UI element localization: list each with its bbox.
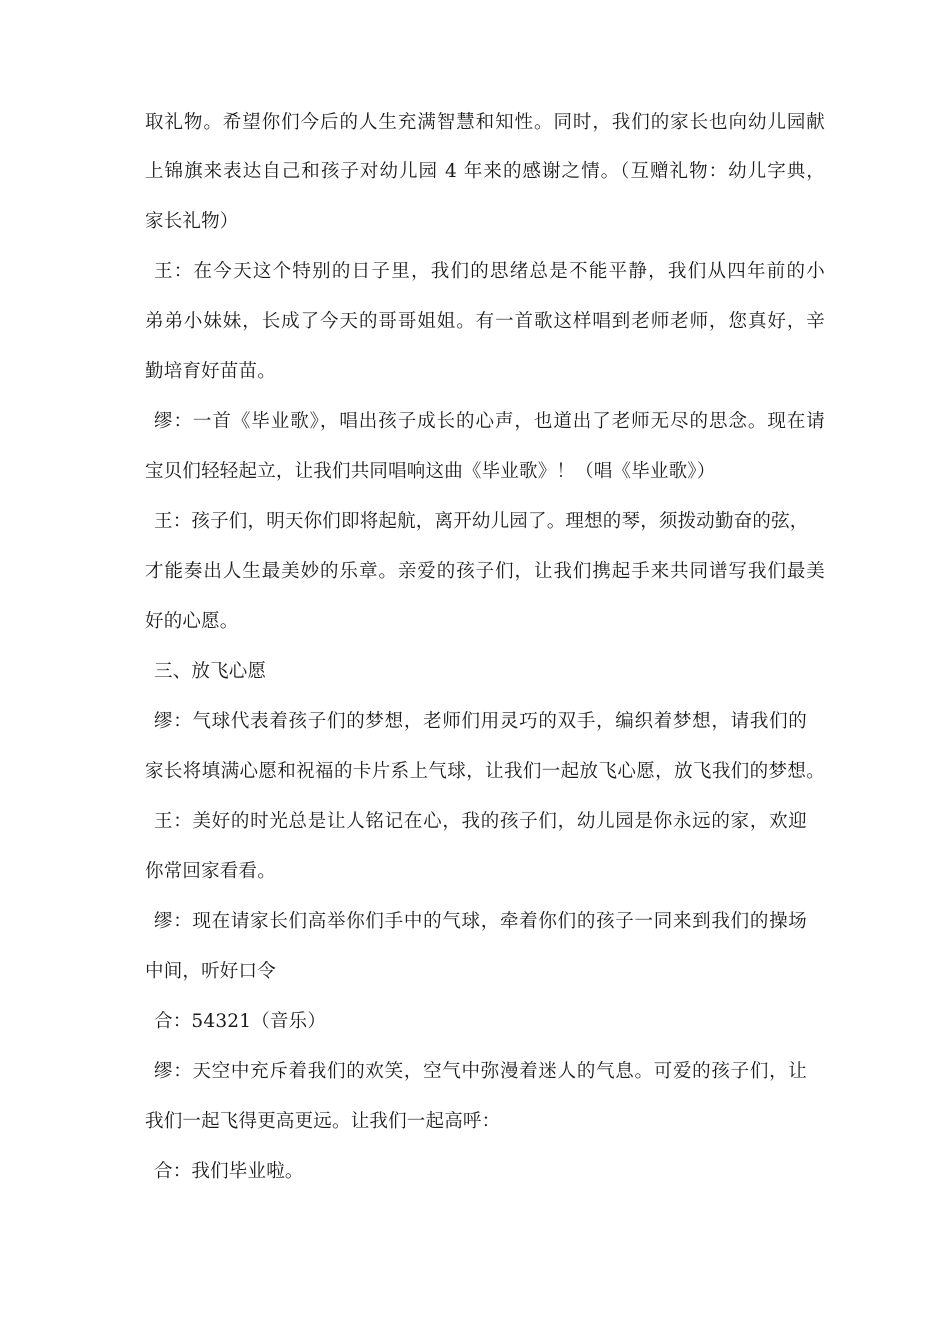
text-line: 好的心愿。 [145,611,239,632]
text-line: 缪：天空中充斥着我们的欢笑，空气中弥漫着迷人的气息。可爱的孩子们，让 [154,1061,807,1082]
text-line: 你常回家看看。 [145,861,276,882]
text-line: 合：我们毕业啦。 [154,1161,304,1182]
text-line: 取礼物。希望你们今后的人生充满智慧和知性。同时，我们的家长也向幼儿园献 [145,112,825,133]
text-line: 中间，听好口令 [145,961,276,982]
text-line: 缪：一首《毕业歌》，唱出孩子成长的心声，也道出了老师无尽的思念。现在请 [154,411,825,432]
text-line: 缪：现在请家长们高举你们手中的气球，牵着你们的孩子一同来到我们的操场 [154,911,807,932]
text-line: 缪：气球代表着孩子们的梦想，老师们用灵巧的双手，编织着梦想，请我们的 [154,711,807,732]
text-line: 王：孩子们，明天你们即将起航，离开幼儿园了。理想的琴，须拨动勤奋的弦， [154,511,809,532]
text-line: 宝贝们轻轻起立，让我们共同唱响这曲《毕业歌》！（唱《毕业歌》） [145,461,716,482]
text-line: 勤培育好苗苗。 [145,361,276,382]
text-line: 家长将填满心愿和祝福的卡片系上气球，让我们一起放飞心愿，放飞我们的梦想。 [145,761,825,782]
text-line: 王：美好的时光总是让人铭记在心，我的孩子们，幼儿园是你永远的家，欢迎 [154,811,807,832]
text-line: 我们一起飞得更高更远。让我们一起高呼： [145,1111,501,1132]
text-line: 合：54321（音乐） [154,1011,327,1032]
text-line: 王：在今天这个特别的日子里，我们的思绪总是不能平静，我们从四年前的小 [154,261,825,282]
text-line: 弟弟小妹妹，长成了今天的哥哥姐姐。有一首歌这样唱到老师老师，您真好，辛 [145,311,825,332]
text-line: 家长礼物） [145,211,239,232]
text-line: 上锦旗来表达自己和孩子对幼儿园 4 年来的感谢之情。（互赠礼物：幼儿字典， [145,161,825,182]
section-heading: 三、放飞心愿 [154,661,267,682]
text-line: 才能奏出人生最美妙的乐章。亲爱的孩子们，让我们携起手来共同谱写我们最美 [145,561,825,582]
